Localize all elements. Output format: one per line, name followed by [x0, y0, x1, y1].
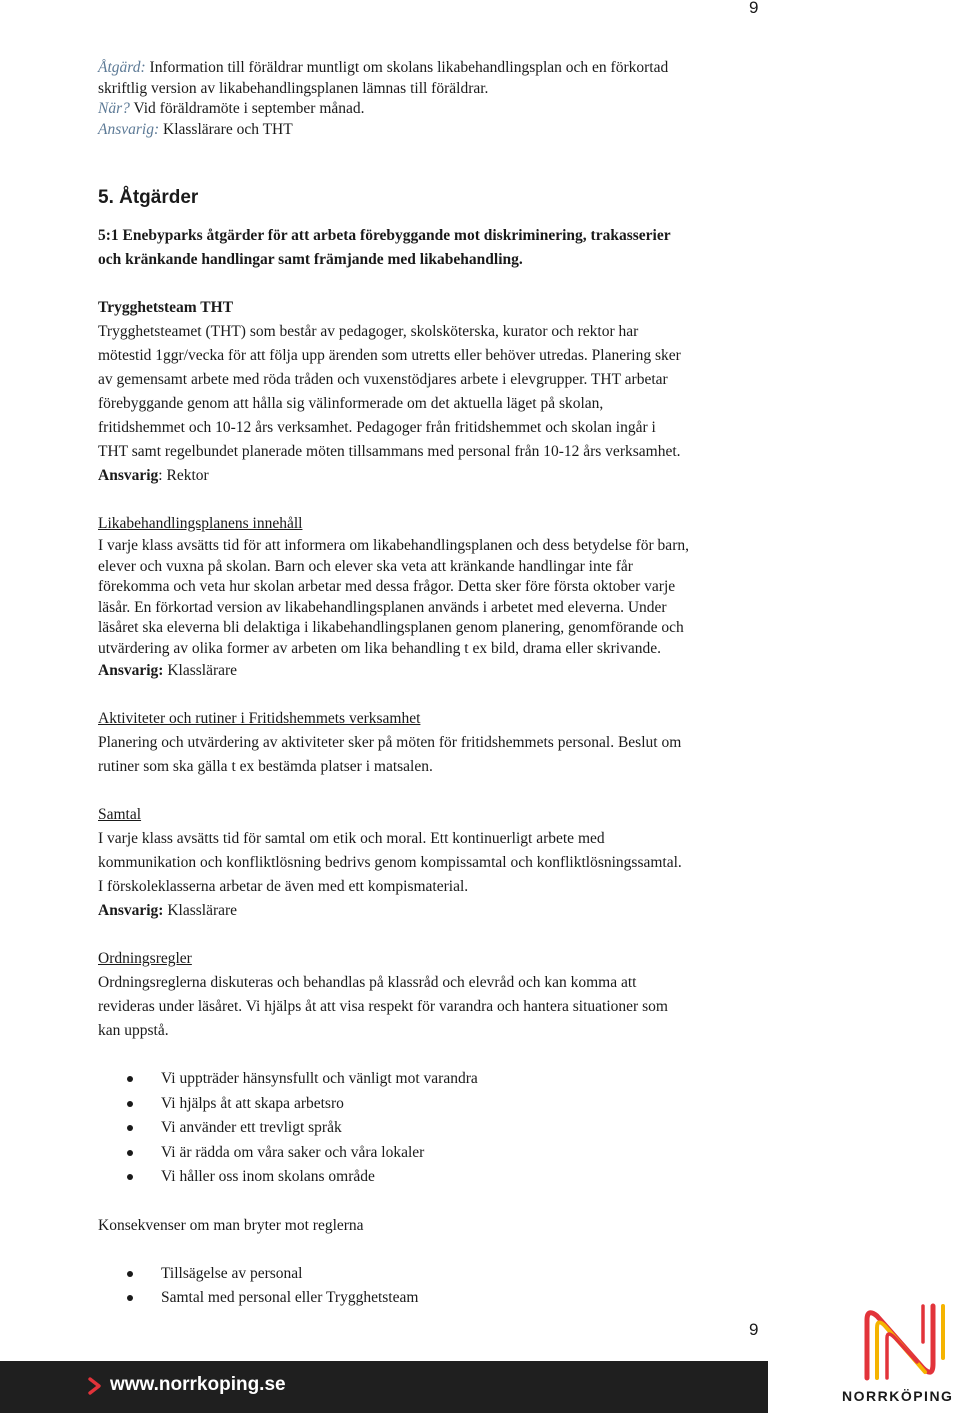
- intro-nar-line: [98, 99, 778, 120]
- ansvarig-text: Klasslärare: [163, 902, 238, 919]
- document-body: [98, 58, 778, 1311]
- likabehandling-ansvarig: [98, 659, 778, 683]
- logo-wordmark: NORRKÖPING: [842, 1388, 954, 1404]
- ansvarig-text: : Rektor: [158, 467, 209, 484]
- paragraph-line: förebyggande genom att hålla sig välinformerade om det aktuella läget på skolan,: [98, 395, 604, 412]
- nar-text: Vid föräldramöte i september månad.: [129, 100, 365, 117]
- list-item: Vi använder ett trevligt språk: [98, 1116, 778, 1141]
- paragraph-line: I förskoleklasserna arbetar de även med ett kompismaterial.: [98, 878, 469, 895]
- label-atgard: Åtgärd:: [98, 59, 146, 76]
- paragraph-line: kommunikation och konfliktlösning bedrivs genom kompissamtal och konfliktlösningssamtal.: [98, 854, 682, 871]
- norrkoping-logo-icon: [845, 1298, 960, 1386]
- intro-atgard-line-1: [98, 58, 778, 79]
- list-item: Samtal med personal eller Trygghetsteam: [98, 1286, 778, 1311]
- samtal-heading: Samtal: [98, 806, 142, 823]
- paragraph-line: elever och vuxna på skolan. Barn och elever ska veta att kränkande handlingar inte får: [98, 557, 633, 575]
- paragraph-line: kan uppstå.: [98, 1022, 169, 1039]
- konsekvenser-heading: Konsekvenser om man bryter mot reglerna: [98, 1216, 364, 1234]
- paragraph-line: av gemensamt arbete med röda tråden och vuxenstödjares arbete i elevgrupper. THT arbetar: [98, 371, 668, 388]
- page-number-top: 9: [749, 0, 759, 17]
- paragraph-line: Trygghetsteamet (THT) som består av pedagoger, skolsköterska, kurator och rektor har: [98, 323, 639, 340]
- konsekvenser-list: [98, 1262, 778, 1311]
- paragraph-line: THT samt regelbundet planerade möten tillsammans med personal från 10-12 års verksamhet.: [98, 443, 681, 460]
- paragraph-line: utvärdering av olika former av arbeten om lika behandling t ex bild, drama eller skrivande.: [98, 639, 661, 657]
- footer-bar: [0, 1361, 768, 1413]
- atgard-text: Information till föräldrar muntligt om skolans likabehandlingsplan och en förkortad: [145, 59, 669, 76]
- paragraph-line: läsåret ska eleverna bli delaktiga i likabehandlingsplanen genom planering, genomförande och: [98, 619, 684, 636]
- paragraph-line: rutiner som ska gälla t ex bestämda platser i matsalen.: [98, 758, 433, 775]
- ansvarig-text: Klasslärare: [163, 662, 238, 679]
- ansvarig-text: Klasslärare och THT: [159, 120, 293, 138]
- list-item: Vi hjälps åt att skapa arbetsro: [98, 1092, 778, 1117]
- list-item: Vi är rädda om våra saker och våra lokaler: [98, 1141, 778, 1166]
- samtal-ansvarig: [98, 899, 778, 923]
- footer-website-link[interactable]: www.norrkoping.se: [110, 1374, 286, 1395]
- label-nar: När?: [98, 100, 130, 117]
- list-item: Vi uppträder hänsynsfullt och vänligt mot varandra: [98, 1067, 778, 1092]
- paragraph-line: läsår. En förkortad version av likabehandlingsplanen används i arbetet med eleverna. Under: [98, 598, 667, 616]
- ordningsregler-heading: Ordningsregler: [98, 950, 192, 967]
- page-number-bottom: 9: [749, 1320, 759, 1339]
- likabehandling-paragraph: [98, 536, 778, 659]
- paragraph-line: revideras under läsåret. Vi hjälps åt att visa respekt för varandra och hantera situationer som: [98, 998, 668, 1015]
- label-ansvarig: Ansvarig:: [98, 662, 164, 679]
- list-item: Vi håller oss inom skolans område: [98, 1165, 778, 1190]
- paragraph-line: I varje klass avsätts tid för att informera om likabehandlingsplanen och dess betydelse för barn,: [98, 537, 689, 554]
- intro-atgard-line-2: skriftlig version av likabehandlingsplanen lämnas till föräldrar.: [98, 79, 489, 97]
- intro-ansvarig-line: [98, 120, 778, 141]
- aktiviteter-heading: Aktiviteter och rutiner i Fritidshemmets verksamhet: [98, 710, 421, 727]
- section-subheading-line-1: 5:1 Enebyparks åtgärder för att arbeta förebyggande mot diskriminering, trakasserier: [98, 227, 671, 244]
- list-item: Tillsägelse av personal: [98, 1262, 778, 1287]
- trygghetsteam-ansvarig: [98, 464, 778, 488]
- label-ansvarig: Ansvarig:: [98, 120, 160, 138]
- paragraph-line: Ordningsreglerna diskuteras och behandlas på klassråd och elevråd och kan komma att: [98, 974, 637, 991]
- paragraph-line: Planering och utvärdering av aktiviteter sker på möten för fritidshemmets personal. Beslut om: [98, 734, 682, 751]
- rules-list: [98, 1067, 778, 1190]
- paragraph-line: I varje klass avsätts tid för samtal om etik och moral. Ett kontinuerligt arbete med: [98, 830, 605, 847]
- section-heading-atgarder: 5. Åtgärder: [98, 187, 199, 208]
- trygghetsteam-paragraph: [98, 320, 778, 464]
- arrow-right-icon: [88, 1377, 104, 1395]
- label-ansvarig: Ansvarig: [98, 467, 159, 484]
- paragraph-line: förekomma och veta hur skolan arbetar med dessa frågor. Detta sker före första oktober varje: [98, 578, 676, 595]
- paragraph-line: mötestid 1ggr/vecka för att följa upp ärenden som utretts eller behöver utredas. Planering sker: [98, 347, 681, 364]
- intro-block: [98, 58, 778, 140]
- paragraph-line: fritidshemmet och 10-12 års verksamhet. Pedagoger från fritidshemmet och skolan ingår i: [98, 419, 656, 436]
- section-subheading-line-2: och kränkande handlingar samt främjande med likabehandling.: [98, 251, 523, 268]
- label-ansvarig: Ansvarig:: [98, 902, 164, 919]
- likabehandling-heading: Likabehandlingsplanens innehåll: [98, 515, 303, 532]
- trygghetsteam-heading: Trygghetsteam THT: [98, 299, 234, 316]
